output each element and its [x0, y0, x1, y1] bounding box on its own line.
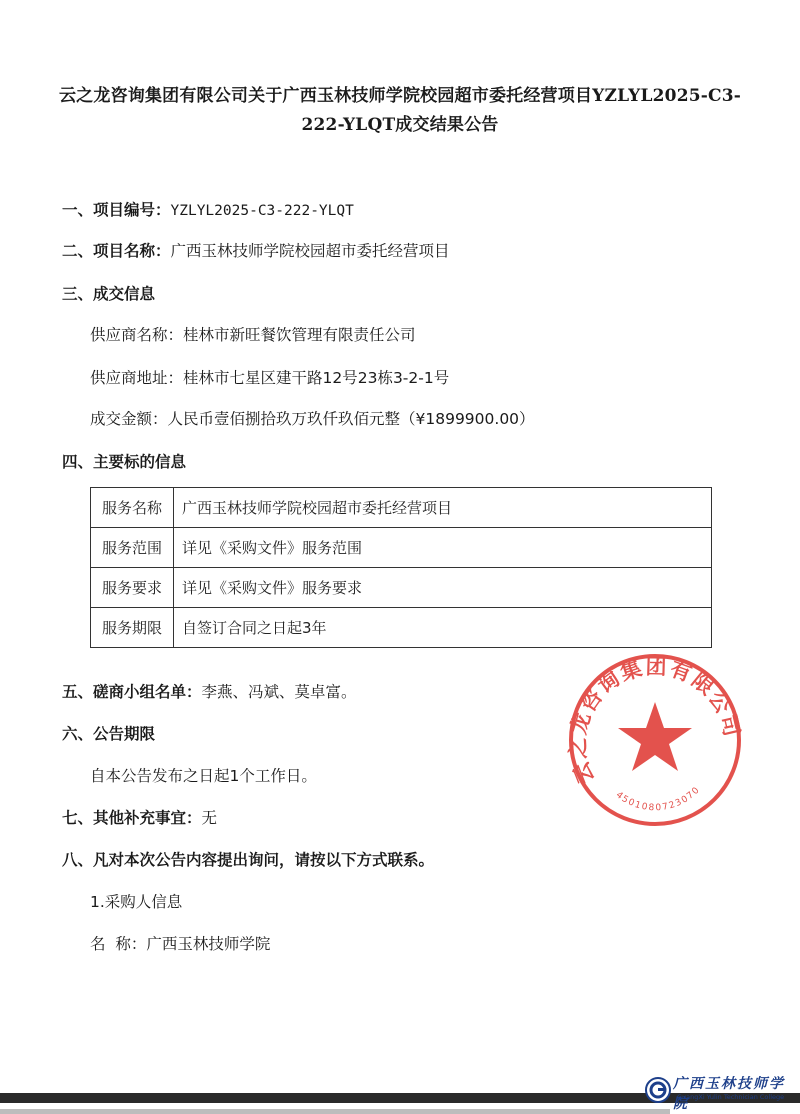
table-key: 服务范围	[91, 528, 174, 568]
contact-heading	[62, 848, 434, 870]
table-key: 服务要求	[91, 568, 174, 608]
table-row	[91, 488, 712, 528]
project-number-heading: 一、项目编号：	[62, 201, 171, 219]
subject-info-table	[90, 487, 712, 648]
table-key: 服务名称	[91, 488, 174, 528]
seal-code: 4501080723070	[613, 784, 703, 814]
supplier-name: 供应商名称：桂林市新旺餐饮管理有限责任公司	[90, 326, 416, 344]
other-matters-value: 无	[201, 809, 218, 827]
company-seal-icon	[565, 650, 745, 830]
logo-english-name: GuangXi Yulin Technician College	[677, 1093, 785, 1101]
table-row	[91, 528, 712, 568]
negotiation-group-heading: 五、磋商小组名单：	[62, 683, 202, 701]
project-name-heading: 二、项目名称：	[62, 242, 171, 260]
notice-period-heading	[62, 722, 155, 744]
table-row	[91, 608, 712, 648]
table-value: 详见《采购文件》服务范围	[174, 528, 712, 568]
project-number-value: YZLYL2025-C3-222-YLQT	[170, 203, 354, 219]
logo-chinese-name: 广西玉林技师学院	[673, 1076, 785, 1112]
subject-info-heading-text: 四、主要标的信息	[62, 453, 187, 471]
contact-heading-text: 八、凡对本次公告内容提出询问，请按以下方式联系。	[62, 851, 435, 869]
project-name	[62, 239, 450, 261]
table-value: 自签订合同之日起3年	[174, 608, 712, 648]
purchaser-info-label: 1.采购人信息	[90, 893, 183, 911]
deal-amount: 成交金额：人民币壹佰捌拾玖万玖仟玖佰元整（¥1899900.00）	[90, 410, 535, 428]
supplier-address: 供应商地址：桂林市七星区建干路12号23栋3-2-1号	[90, 369, 450, 387]
table-value: 详见《采购文件》服务要求	[174, 568, 712, 608]
table-key: 服务期限	[91, 608, 174, 648]
seal-text: 云之龙咨询集团有限公司	[565, 653, 745, 788]
negotiation-group-value: 李燕、冯斌、莫卓富。	[201, 683, 357, 701]
college-emblem-icon	[645, 1077, 671, 1103]
deal-info-heading	[62, 282, 155, 304]
table-value: 广西玉林技师学院校园超市委托经营项目	[174, 488, 712, 528]
title-line-1: 云之龙咨询集团有限公司关于广西玉林技师学院校园超市委托经营项目YZLYL2025-C3-	[58, 86, 742, 106]
other-matters-heading: 七、其他补充事宜：	[62, 809, 202, 827]
svg-text:4501080723070	[614, 785, 703, 814]
deal-info-heading-text: 三、成交信息	[62, 285, 156, 303]
college-logo	[645, 1073, 800, 1112]
project-number	[62, 198, 354, 220]
subject-info-heading	[62, 450, 186, 472]
footer-gray-strip	[0, 1109, 670, 1114]
table-row	[91, 568, 712, 608]
project-name-value: 广西玉林技师学院校园超市委托经营项目	[170, 242, 450, 260]
document-title	[40, 82, 760, 140]
notice-period-heading-text: 六、公告期限	[62, 725, 156, 743]
other-matters	[62, 806, 217, 828]
negotiation-group	[62, 680, 357, 702]
purchaser-name: 名 称：广西玉林技师学院	[90, 935, 271, 953]
notice-period-value: 自本公告发布之日起1个工作日。	[90, 767, 317, 785]
title-line-2: 222-YLQT成交结果公告	[301, 115, 499, 135]
